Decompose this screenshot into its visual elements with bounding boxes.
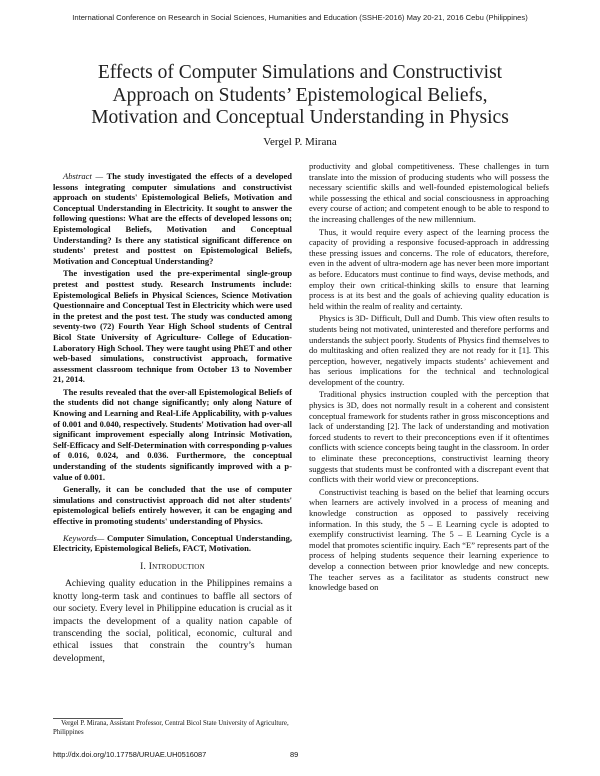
running-head: International Conference on Research in Social Sciences, Humanities and Education (SSHE-2016) May 20-21, 2016 Cebu (Philippines) [72, 13, 528, 22]
abstract [53, 171, 292, 527]
body-paragraph: Physics is 3D- Difficult, Dull and Dumb. This view often results to students being not motivated, uninterested and therefore performs and understands the subject poorly. Students of Physics find themselves to do multitasking and often realized they are not ready for it [1]. This perception, however, negatively impacts students’ achievement and has serious implications for the technical and technological development of the country. [309, 313, 549, 387]
page-number: 89 [290, 750, 299, 759]
section-title: Introduction [148, 561, 205, 572]
intro-paragraph: Achieving quality education in the Philippines remains a knotty long-term task and continues to baffle all sectors of our society. Every level in Philippine education is crucial as it impacts the development of a quality nation capable of transcending the social, political, economic, cultural and ethical issues that constrain the country’s human development, [53, 578, 292, 664]
author: Vergel P. Mirana [263, 136, 337, 148]
doi-link[interactable]: http://dx.doi.org/10.17758/URUAE.UH0516087 [53, 750, 207, 759]
abstract-paragraph [53, 171, 292, 266]
body-paragraph: Thus, it would require every aspect of the learning process the capacity of providing a responsive focused-approach in addressing these pressing issues and concerns. The role of educators, therefore, even in the advent of ultra-modern age has never been more important as before. Educators must continue to find ways, devise methods, and employ their own critical-thinking skills to ensure that learning process is at its best and the goals of achieving quality education is held within the realm of reality and certainty. [309, 226, 549, 311]
title-line: Effects of Computer Simulations and Constructivist [97, 62, 503, 83]
body-paragraph: productivity and global competitiveness. These challenges in turn translate into the mission of producing students who will possess the necessary scientific skills and well-founded epistemological beliefs while possessing the ethical and social consciousness in approaching every course of action; and competent enough to be able to respond to the increasing challenges of the new millennium. [309, 161, 549, 224]
abstract-paragraph: Generally, it can be concluded that the use of computer simulations and constructivist approach did not alter students' epistemological beliefs entirely however, it can be engaging and effective in promoting students' understanding of Physics. [53, 484, 292, 526]
abstract-lead: Abstract — [63, 171, 104, 181]
title-line: Approach on Students’ Epistemological Beliefs, [112, 84, 488, 106]
abstract-text: The study investigated the effects of a developed lessons integrating computer simulations and constructivist approach on students' Epistemological Beliefs, Motivation and Conceptual Understanding in Electricity. It sought to answer the following questions: What are the effects of developed lessons on; Epistemological Beliefs, Motivation and Conceptual Understanding? Is there any statistical significant difference on students' pretest and posttest on Epistemological Beliefs, Motivation and Conceptual Understanding? [53, 171, 292, 266]
paper-title [40, 62, 560, 130]
section-number: I. [140, 561, 147, 572]
abstract-paragraph: The results revealed that the over-all Epistemological Beliefs of the students did not change significantly; only along Nature of Knowing and Learning and Real-Life Applicability, with p-values of 0.001 and 0.040, respectively. Students' Motivation had over-all significant improvement especially along Intrinsic Motivation, Self-Efficacy and Self-Determination with corresponding p-values of 0.016, 0.024, and 0.036. Furthermore, the conceptual understanding of the students significantly improved with a p-value of 0.001. [53, 386, 292, 482]
keywords-lead: Keywords— [63, 532, 105, 543]
keywords [53, 533, 292, 554]
body-paragraph: Constructivist teaching is based on the belief that learning occurs when learners are actively involved in a process of meaning and knowledge construction as opposed to passively receiving information. In this study, the 5 – E Learning cycle is adopted to exemplify constructivist learning. The 5 – E Learning Cycle is a model that promotes scientific inquiry. Each “E” represents part of the process of helping students sequence their learning experience to develop a connection between prior knowledge and new concepts. The teacher serves as a facilitator as students construct new knowledge based on [309, 486, 549, 593]
keywords-text: Computer Simulation, Conceptual Understanding, Electricity, Epistemological Beliefs, FACT, Motivation. [53, 532, 293, 554]
title-line: Motivation and Conceptual Understanding in Physics [91, 107, 509, 128]
left-column [53, 171, 292, 665]
footnote: Vergel P. Mirana, Assistant Professor, Central Bicol State University of Agriculture, Philippines [53, 720, 289, 736]
introduction [53, 578, 292, 665]
section-heading [53, 562, 292, 573]
right-column [309, 161, 549, 595]
footnote-divider [53, 718, 123, 719]
body-paragraph: Traditional physics instruction coupled with the perception that physics is 3D, does not normally result in a coherent and consistent conceptual framework for students rather in gross misconceptions and lack of understanding [2]. The lack of understanding and motivation forced students to revert to their preconceptions even if it oftentimes conflicts with science concepts being taught in the classroom. In order to eliminate these preconceptions, constructivist learning theory suggests that students must be confronted with a discrepant event that conflicts with their world view or preconceptions. [309, 389, 549, 485]
abstract-paragraph: The investigation used the pre-experimental single-group pretest and posttest study. Research Instruments include: Epistemological Beliefs in Physical Sciences, Science Motivation Questionnaire and Conceptual Test in Electricity which were used in the pretest and the post test. The study was conducted among seventy-two (72) Fourth Year High School students of Central Bicol State University of Agriculture- College of Education-Laboratory High School. They were taught using PhET and other web-based simulations, constructivist approach, formative assessment classroom technique from October 13 to November 21, 2014. [53, 268, 292, 385]
